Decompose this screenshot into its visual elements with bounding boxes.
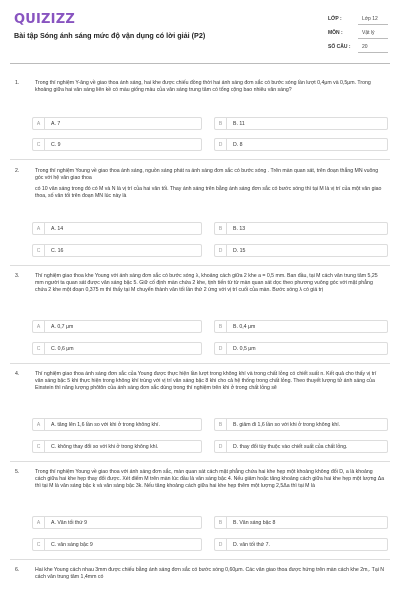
header-divider	[10, 63, 390, 64]
option-b[interactable]	[214, 222, 388, 235]
meta-value: 20	[362, 44, 368, 50]
option-letter: B	[215, 223, 227, 235]
option-letter: B	[215, 517, 227, 529]
option-letter: C	[33, 441, 45, 453]
option-d[interactable]	[214, 538, 388, 551]
option-text: B. 0,4 μm	[233, 324, 256, 330]
page-header	[0, 0, 400, 66]
meta-underline	[358, 24, 388, 25]
meta-row-count	[328, 44, 390, 54]
option-text: C. không thay đổi so với khi ở trong không khí.	[51, 444, 159, 450]
option-d[interactable]	[214, 244, 388, 257]
question-paragraph: Trong thí nghiệm Young về giao thoa ánh sáng, nguồn sáng phát ra ánh sáng đơn sắc có bước sóng . Trên màn quan sát, trên đoạn thẳng MN vuông góc với hệ vân giao thoa	[35, 168, 379, 181]
option-c[interactable]	[32, 244, 202, 257]
option-text: D. 15	[233, 248, 246, 254]
document-title: Bài tập Sóng ánh sáng mức độ vận dụng có lời giải (P2)	[14, 31, 206, 40]
option-text: A. Vân tối thứ 9	[51, 520, 88, 526]
option-letter: C	[33, 539, 45, 551]
option-a[interactable]	[32, 418, 202, 431]
meta-value: Vật lý	[362, 30, 375, 36]
question-divider	[10, 159, 390, 160]
quizizz-logo: QUIZIZZ	[14, 12, 75, 27]
option-letter: A	[33, 223, 45, 235]
option-c[interactable]	[32, 138, 202, 151]
option-letter: C	[33, 245, 45, 257]
meta-label: SỐ CÂU :	[328, 44, 351, 50]
option-d[interactable]	[214, 138, 388, 151]
option-text: D. 8	[233, 142, 243, 148]
option-text: B. giảm đi 1,6 lần so với khi ở trong không khí.	[233, 422, 341, 428]
option-letter: D	[215, 343, 227, 355]
option-letter: A	[33, 118, 45, 130]
option-letter: D	[215, 139, 227, 151]
option-a[interactable]	[32, 222, 202, 235]
meta-underline	[358, 38, 388, 39]
question-number: 1.	[15, 80, 20, 86]
option-a[interactable]	[32, 320, 202, 333]
option-text: D. thay đổi tùy thuộc vào chiết suất của chất lỏng.	[233, 444, 348, 450]
option-text: A. 0,7 μm	[51, 324, 74, 330]
question-number: 6.	[15, 567, 20, 573]
question-text	[35, 273, 385, 298]
meta-value: Lớp 12	[362, 16, 378, 22]
question-paragraph: Trong thí nghiệm Young về giao thoa với ánh sáng đơn sắc, màn quan sát cách mặt phẳng chứa hai khe hẹp một khoảng không đổi D, a là khoảng cách giữa hai khe hẹp thay đổi được. Xét điểm M trên màn lúc đầu là vân sáng bậc 4. Nếu giảm hoặc tăng khoảng cách giữa hai khe hẹp một lượng Δa thì tại M là vân sáng bậc k và vân sáng bậc 3k. Nếu tăng khoảng cách giữa hai khe hẹp thêm một lượng 2,5Δa thì tại M là	[35, 469, 385, 489]
question-number: 2.	[15, 168, 20, 174]
question-text	[35, 80, 385, 98]
question-divider	[10, 265, 390, 266]
option-letter: C	[33, 343, 45, 355]
option-letter: C	[33, 139, 45, 151]
option-text: C. 0,6 μm	[51, 346, 74, 352]
option-letter: B	[215, 118, 227, 130]
option-text: C. 9	[51, 142, 61, 148]
option-letter: B	[215, 321, 227, 333]
option-text: C. 16	[51, 248, 64, 254]
question-paragraph: Thí nghiệm giao thoa khe Young với ánh sáng đơn sắc có bước sóng λ, khoảng cách giữa 2 khe a = 0,5 mm. Ban đầu, tại M cách vân trung tâm 5,25 mm người ta quan sát được vân sáng bậc 5. Giữ cố định màn chứa 2 khe, tịnh tiến từ từ màn quan sát dọc theo phương vuông góc với mặt phẳng chứa 2 khe một đoạn 0,375 m thì thấy tại M chuyển thành vân tối lần thứ 2 ứng với vị trí cuối của màn. Bước sóng λ có giá trị	[35, 273, 378, 293]
meta-label: LỚP :	[328, 16, 342, 22]
question-divider	[10, 559, 390, 560]
option-b[interactable]	[214, 418, 388, 431]
option-text: B. Vân sáng bậc 8	[233, 520, 276, 526]
option-d[interactable]	[214, 342, 388, 355]
question-number: 4.	[15, 371, 20, 377]
option-c[interactable]	[32, 440, 202, 453]
question-divider	[10, 461, 390, 462]
option-c[interactable]	[32, 342, 202, 355]
option-a[interactable]	[32, 117, 202, 130]
option-b[interactable]	[214, 320, 388, 333]
question-divider	[10, 363, 390, 364]
question-number: 5.	[15, 469, 20, 475]
option-c[interactable]	[32, 538, 202, 551]
option-text: A. 14	[51, 226, 64, 232]
option-letter: D	[215, 441, 227, 453]
question-text	[35, 567, 385, 585]
question-paragraph: Thí nghiệm giao thoa ánh sáng đơn sắc của Young được thực hiện lần lượt trong không khí và trong chất lỏng có chiết suất n. Kết quả cho thấy vị trí vân sáng bậc 5 khi thực hiện trong không khí trùng với vị trí vân sáng bậc 8 khi cho cả hệ thống trong chất lỏng. Theo thuyết lượng tử ánh sáng của Einstein thì năng lượng phôtôn của ánh sáng đơn sắc dùng trong thí nghiệm trên khi ở trong chất lỏng sẽ	[35, 371, 377, 391]
option-a[interactable]	[32, 516, 202, 529]
option-letter: A	[33, 517, 45, 529]
option-d[interactable]	[214, 440, 388, 453]
meta-underline	[358, 52, 388, 53]
option-b[interactable]	[214, 516, 388, 529]
option-text: A. tăng lên 1,6 lần so với khi ở trong không khí.	[51, 422, 160, 428]
question-text	[35, 469, 385, 494]
option-letter: A	[33, 419, 45, 431]
option-text: D. 0,5 μm	[233, 346, 256, 352]
option-letter: A	[33, 321, 45, 333]
meta-row-subject	[328, 30, 390, 40]
question-paragraph: có 10 vân sáng trong đó có M và N là vị trí của hai vân tối. Thay ánh sáng trên bằng ánh sáng đơn sắc có bước sóng thì tại M là vị trí của một vân giao thoa, số vân tối trên đoạn MN lúc này là	[35, 186, 382, 199]
option-letter: D	[215, 245, 227, 257]
meta-row-class	[328, 16, 390, 26]
option-letter: B	[215, 419, 227, 431]
option-letter: D	[215, 539, 227, 551]
question-text	[35, 168, 385, 204]
option-b[interactable]	[214, 117, 388, 130]
option-text: D. vân tối thứ 7.	[233, 542, 270, 548]
question-paragraph: Trong thí nghiệm Y-âng về giao thoa ánh sáng, hai khe được chiếu đồng thời hai ánh sáng đơn sắc có bước sóng lần lượt 0,4μm và 0,5μm. Trong khoảng giữa hai vân sáng liên kề có màu giống màu của vân sáng trung tâm có tổng cộng bao nhiêu vân sáng?	[35, 80, 371, 93]
question-text	[35, 371, 385, 396]
option-text: A. 7	[51, 121, 61, 127]
question-number: 3.	[15, 273, 20, 279]
option-text: B. 11	[233, 121, 245, 127]
option-text: B. 13	[233, 226, 246, 232]
option-text: C. vân sáng bậc 9	[51, 542, 93, 548]
question-paragraph: Hai khe Young cách nhau 3mm được chiếu bằng ánh sáng đơn sắc có bước sóng 0,60μm. Các vân giao thoa được hứng trên màn cách khe 2m,. Tại N cách vân trung tâm 1,4mm có	[35, 567, 385, 580]
meta-label: MÔN :	[328, 30, 343, 36]
